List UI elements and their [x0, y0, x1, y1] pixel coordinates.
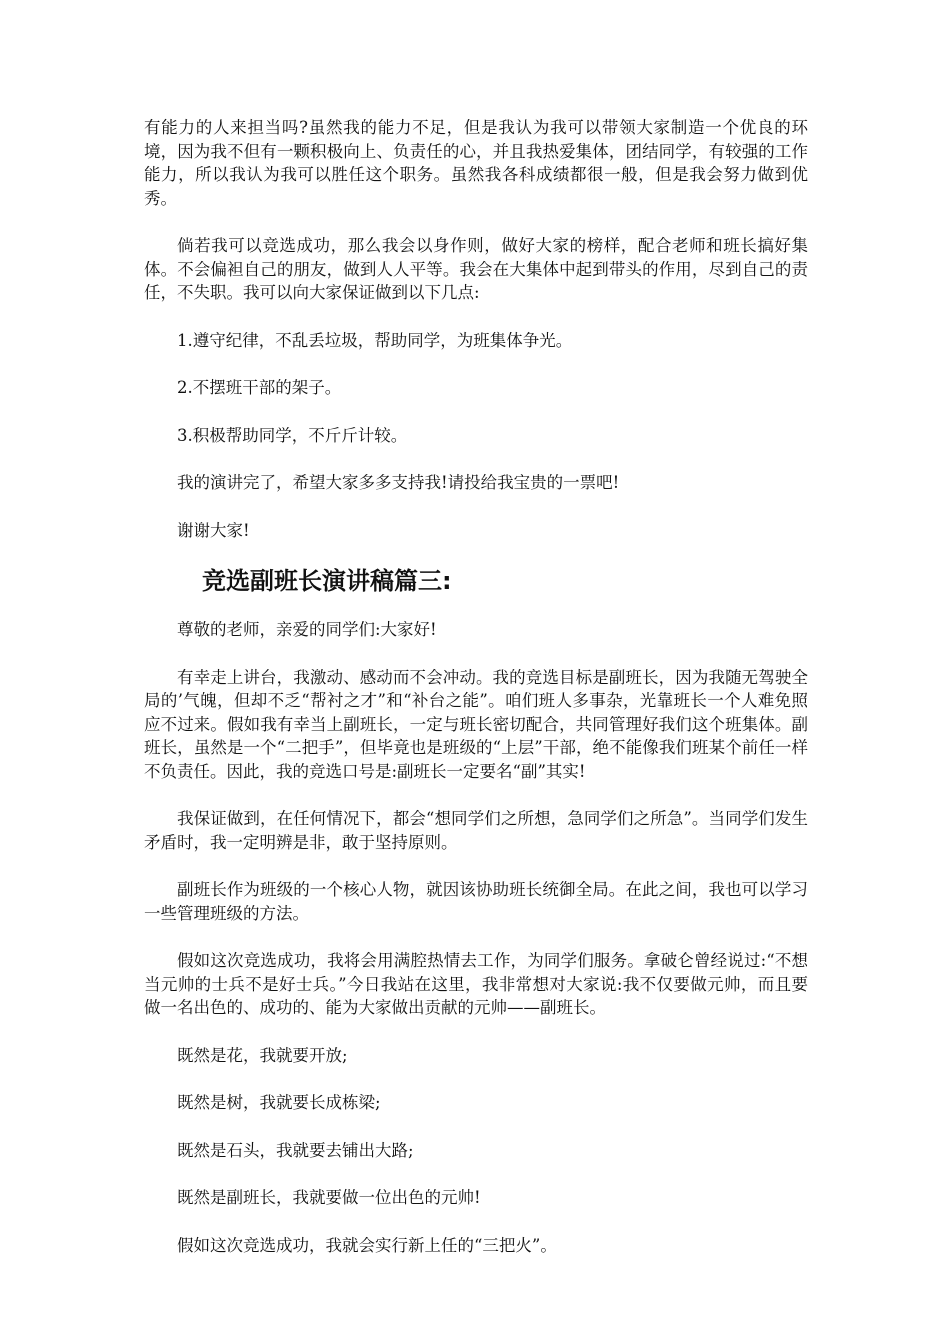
- list-item-2: 2.不摆班干部的架子。: [177, 378, 342, 397]
- paragraph-greeting: 尊敬的老师，亲爱的同学们:大家好!: [177, 620, 437, 639]
- document-body: [144, 116, 808, 1281]
- paragraph-guarantee: 我保证做到，在任何情况下，都会“想同学们之所想，急同学们之所急”。当同学们发生矛盾时，我一定明辨是非，敢于坚持原则。: [144, 809, 808, 852]
- paragraph-continuation: 有能力的人来担当吗?虽然我的能力不足，但是我认为我可以带领大家制造一个优良的环境，因为我不但有一颗积极向上、负责任的心，并且我热爱集体，团结同学，有较强的工作能力，所以我认为我可以胜任这个职务。虽然我各科成绩都很一般，但是我会努力做到优秀。: [144, 118, 808, 208]
- paragraph-tree: 既然是树，我就要长成栋梁;: [177, 1093, 381, 1112]
- list-item-1: 1.遵守纪律，不乱丢垃圾，帮助同学，为班集体争光。: [177, 330, 573, 350]
- paragraph-closing: 我的演讲完了，希望大家多多支持我!请投给我宝贵的一票吧!: [177, 473, 620, 492]
- paragraph-three-fires: 假如这次竞选成功，我就会实行新上任的“三把火”。: [177, 1235, 557, 1255]
- paragraph-marshal: 既然是副班长，我就要做一位出色的元帅!: [177, 1188, 481, 1207]
- paragraph-role: 副班长作为班级的一个核心人物，就因该协助班长统御全局。在此之间，我也可以学习一些管理班级的方法。: [144, 880, 808, 923]
- paragraph-intro: 有幸走上讲台，我激动、感动而不会冲动。我的竞选目标是副班长，因为我随无驾驶全局的’气魄，但却不乏“帮衬之才”和“补台之能”。咱们班人多事杂，光靠班长一个人难免照应不过来。假如我有幸当上副班长，一定与班长密切配合，共同管理好我们这个班集体。副班长，虽然是一个“二把手”，但毕竟也是班级的“上层”干部，绝不能像我们班某个前任一样不负责任。因此，我的竞选口号是:副班长一定要名“副”其实!: [144, 667, 808, 781]
- paragraph-thanks: 谢谢大家!: [177, 520, 250, 540]
- paragraph-stone: 既然是石头，我就要去铺出大路;: [177, 1140, 414, 1160]
- paragraph-napoleon: 假如这次竞选成功，我将会用满腔热情去工作，为同学们服务。拿破仑曾经说过:“不想当元帅的士兵不是好士兵。”今日我站在这里，我非常想对大家说:我不仅要做元帅，而且要做一名出色的、成功的、能为大家做出贡献的元帅——副班长。: [144, 951, 808, 1017]
- list-item-3: 3.积极帮助同学，不斤斤计较。: [177, 425, 408, 445]
- paragraph-flower: 既然是花，我就要开放;: [177, 1045, 348, 1065]
- section-heading: 竞选副班长演讲稿篇三:: [202, 567, 452, 595]
- paragraph-promise: 倘若我可以竞选成功，那么我会以身作则，做好大家的榜样，配合老师和班长搞好集体。不会偏袒自己的朋友，做到人人平等。我会在大集体中起到带头的作用，尽到自己的责任，不失职。我可以向大家保证做到以下几点:: [144, 236, 808, 302]
